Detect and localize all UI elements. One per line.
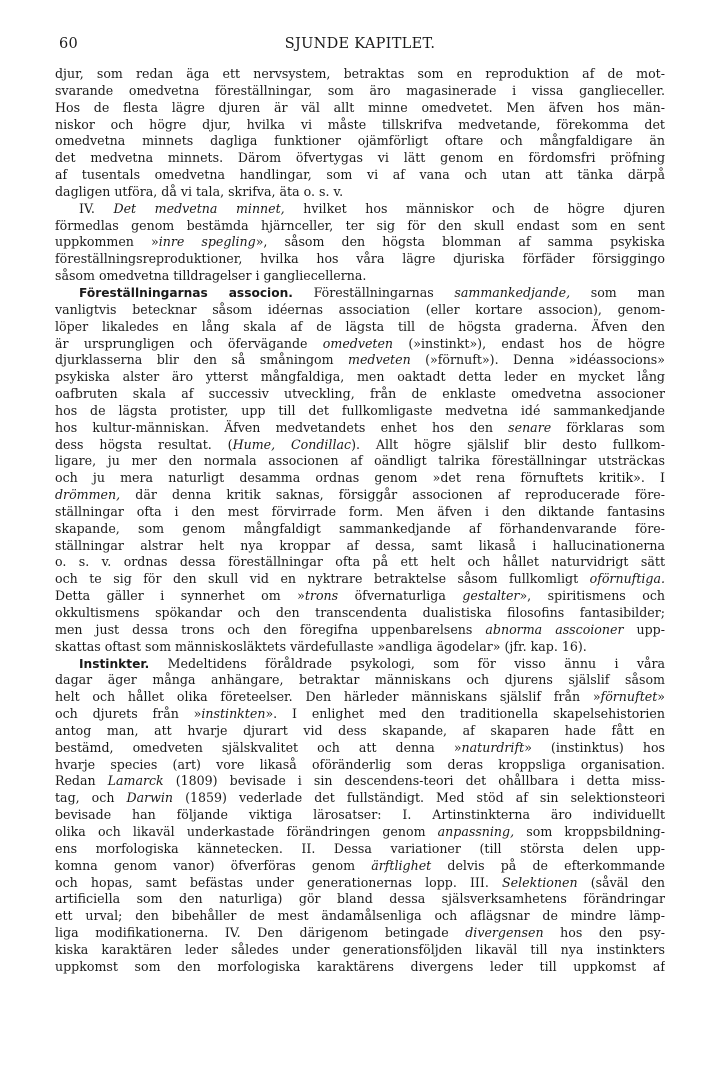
emphasis-text: instinkten — [201, 706, 266, 722]
text-segment: oafbruten skala af successiv utveckling, från de enklaste omedvetna associoner — [55, 386, 665, 402]
text-segment: hos den psy- — [543, 925, 665, 941]
emphasis-text: gestalter — [462, 588, 520, 604]
emphasis-text: anpassning, — [437, 823, 515, 839]
text-line — [55, 437, 665, 454]
text-segment: dagar äger många anhängare, betraktar människans och djurens själslif såsom — [55, 672, 665, 688]
text-line — [55, 605, 665, 622]
text-segment: och ju mera naturligt desamma ordnas genom »det rena förnuftets kritik». I — [55, 470, 665, 486]
text-segment: svarande omedvetna föreställningar, som äro magasinerade i vissa ganglieceller. — [55, 82, 665, 98]
text-segment: niskor och högre djur, hvilka vi måste tillskrifva medvetande, förekomma det — [55, 116, 665, 132]
text-segment: bestämd, omedveten själskvalitet och att denna » — [55, 739, 462, 755]
text-segment: ). Allt högre själslif blir desto fullkom- — [351, 436, 665, 452]
text-line — [55, 925, 665, 942]
text-segment: dess högsta resultat. ( — [55, 436, 233, 452]
text-segment: omedvetna minnets dagliga funktioner ojämförligt oftare och mångfaldigare än — [55, 133, 665, 149]
text-line — [55, 150, 665, 167]
text-segment: ställningar ofta i den mest förvirrade form. Men äfven i den diktande fantasins — [55, 503, 665, 519]
emphasis-text: sammankedjande, — [454, 284, 571, 300]
text-line — [55, 740, 665, 757]
text-segment: uppkomst som den morfologiska karaktärens divergens leder till uppkomst af — [55, 958, 665, 974]
text-line — [55, 858, 665, 875]
text-segment: såsom omedvetna tilldragelser i gangliecellerna. — [55, 268, 367, 284]
section-heading: Instinkter. — [79, 656, 150, 671]
text-line — [55, 807, 665, 824]
text-segment: uppkommen » — [55, 234, 159, 250]
text-line — [55, 420, 665, 437]
text-line — [55, 201, 665, 218]
text-line — [55, 100, 665, 117]
text-segment: och djurets från » — [55, 706, 202, 722]
text-segment: Föreställningarnas — [292, 284, 455, 300]
text-line — [55, 336, 665, 353]
emphasis-text: drömmen, — [55, 487, 121, 503]
text-segment: » (instinktus) hos — [524, 739, 665, 755]
text-line — [55, 891, 665, 908]
text-line — [55, 453, 665, 470]
text-line — [55, 959, 665, 976]
page-number: 60 — [59, 36, 79, 52]
text-segment: okkultismens spökandar och den transcendenta dualistiska filosofins fantasibilder; — [55, 605, 665, 620]
text-segment: helt och hållet olika företeelser. Den härleder människans själslif från » — [55, 689, 601, 705]
emphasis-text: oförnuftiga. — [589, 571, 665, 587]
emphasis-text: trons — [304, 588, 339, 604]
emphasis-text: abnorma asscoioner — [485, 621, 624, 637]
text-segment: löper likaledes en lång skala af de lägsta till de högsta graderna. Äfven den — [55, 318, 665, 334]
text-segment: och hopas, samt befästas under generationernas lopp. III. — [55, 874, 503, 890]
text-segment: djurklasserna blir den så småningom — [55, 352, 349, 368]
text-segment: IV. — [79, 200, 114, 216]
text-segment: hvarje species (art) vore likaså oföränderlig som deras kroppsliga organisation. — [55, 756, 665, 772]
emphasis-text: förnuftet — [600, 689, 658, 705]
text-segment: artificiella som den naturliga) gör bland dessa själsverksamhetens förändringar — [55, 891, 665, 907]
text-segment: ens morfologiska kännetecken. II. Dessa variationer (till största delen upp- — [55, 840, 665, 856]
text-segment: », spiritismens och — [519, 588, 665, 604]
text-segment: är ursprungligen och öfervägande — [55, 335, 323, 351]
text-segment: hvilket hos människor och de högre djuren — [284, 200, 665, 216]
text-line — [55, 672, 665, 689]
emphasis-text: medveten — [348, 352, 411, 368]
emphasis-text: Hume, Condillac — [232, 436, 352, 452]
text-line — [55, 403, 665, 420]
text-line — [55, 167, 665, 184]
text-segment: » — [657, 689, 665, 705]
text-line — [55, 184, 665, 201]
text-line — [55, 504, 665, 521]
text-segment: där denna kritik saknas, försiggår associonen af reproducerade före- — [120, 487, 665, 503]
text-segment: ett urval; den bibehåller de mest ändamålsenliga och aflägsnar de mindre lämp- — [55, 908, 665, 924]
emphasis-text: Lamarck — [107, 773, 164, 789]
text-segment: dagligen utföra, då vi tala, skrifva, äta o. s. v. — [55, 183, 344, 199]
text-segment: skapande, som genom mångfaldigt sammankedjande af förhandenvarande före- — [55, 520, 665, 536]
text-line — [55, 218, 665, 235]
text-segment: förklaras som — [551, 419, 665, 435]
text-segment: förmedlas genom bestämda hjärnceller, ter sig för den skull endast som en sent — [55, 217, 665, 233]
text-segment: men just dessa trons och den föregifna uppenbarelsens — [55, 621, 486, 637]
text-segment: liga modifikationerna. IV. Den därigenom betingade — [55, 925, 466, 941]
text-line — [55, 538, 665, 555]
text-line — [55, 723, 665, 740]
emphasis-text: inre spegling — [158, 234, 256, 250]
text-segment: och te sig för den skull vid en nyktrare betraktelse såsom fullkomligt — [55, 571, 590, 587]
text-line — [55, 790, 665, 807]
emphasis-text: Selektionen — [502, 874, 578, 890]
text-line — [55, 841, 665, 858]
text-segment: (1859) vederlade det fullständigt. Med stöd af sin selektionsteori — [173, 790, 665, 806]
text-line — [55, 470, 665, 487]
text-line — [55, 773, 665, 790]
text-segment: Detta gäller i synnerhet om » — [55, 588, 305, 604]
text-line — [55, 706, 665, 723]
text-segment: (»förnuft»). Denna »idéassocions» — [410, 352, 665, 368]
text-segment: (»instinkt»), endast hos de högre — [393, 335, 665, 351]
text-line — [55, 875, 665, 892]
text-line — [55, 234, 665, 251]
book-page — [55, 36, 665, 976]
emphasis-text: ärftlighet — [371, 857, 432, 873]
emphasis-text: Det medvetna minnet, — [113, 200, 285, 216]
text-line — [55, 83, 665, 100]
text-segment: hos de lägsta protister, upp till det fullkomligaste medvetna idé sammankedjande — [55, 402, 665, 418]
text-segment: vanligtvis betecknar såsom idéernas association (eller kortare associon), genom- — [55, 301, 665, 317]
text-line — [55, 824, 665, 841]
text-line — [55, 571, 665, 588]
text-segment: öfvernaturliga — [338, 588, 463, 604]
text-segment: som kroppsbildning- — [514, 823, 665, 839]
text-line — [55, 656, 665, 673]
text-line — [55, 689, 665, 706]
emphasis-text: senare — [508, 419, 552, 435]
text-line — [55, 588, 665, 605]
text-line — [55, 268, 665, 285]
text-line — [55, 285, 665, 302]
text-line — [55, 639, 665, 656]
text-line — [55, 117, 665, 134]
text-line — [55, 302, 665, 319]
text-line — [55, 554, 665, 571]
text-segment: (1809) bevisade i sin descendens-teori det ohållbara i detta miss- — [163, 773, 665, 789]
text-line — [55, 487, 665, 504]
page-header — [55, 36, 665, 58]
text-line — [55, 66, 665, 83]
text-segment: ». I enlighet med den traditionella skapelsehistorien — [265, 706, 665, 722]
text-segment: », såsom den högsta blomman af samma psykiska — [255, 234, 665, 250]
text-line — [55, 942, 665, 959]
text-line — [55, 133, 665, 150]
emphasis-text: naturdrift — [461, 739, 525, 755]
text-segment: ligare, ju mer den normala associonen af oändligt talrika föreställningar utsträckas — [55, 453, 665, 469]
text-segment: som man — [570, 284, 665, 300]
text-segment: det medvetna minnets. Därom öfvertygas vi lätt genom en fördomsfri pröfning — [55, 150, 665, 166]
text-segment: o. s. v. ordnas dessa föreställningar ofta på ett helt och hållet naturvidrigt sätt — [55, 554, 665, 570]
text-segment: kiska karaktären leder således under generationsföljden likaväl till nya instinkters — [55, 941, 665, 957]
text-line — [55, 352, 665, 369]
text-segment: delvis på de efterkommande — [431, 857, 665, 873]
text-segment: Medeltidens föråldrade psykologi, som för visso ännu i våra — [149, 655, 665, 671]
text-segment: (såväl den — [577, 874, 665, 890]
text-line — [55, 908, 665, 925]
text-segment: föreställningsreproduktioner, hvilka hos våra lägre djuriska förfäder försiggingo — [55, 251, 665, 267]
text-segment: Hos de flesta lägre djuren är väl allt minne omedvetet. Men äfven hos män- — [55, 99, 665, 115]
text-line — [55, 251, 665, 268]
text-segment: upp- — [623, 621, 665, 637]
text-segment: hos kultur-människan. Äfven medvetandets enhet hos den — [55, 419, 509, 435]
text-segment: tag, och — [55, 790, 127, 806]
emphasis-text: divergensen — [465, 925, 544, 941]
text-segment: komna genom vanor) öfverföras genom — [55, 857, 372, 873]
text-line — [55, 757, 665, 774]
emphasis-text: omedveten — [322, 335, 394, 351]
text-segment: olika och likaväl underkastade förändringen genom — [55, 823, 438, 839]
text-line — [55, 386, 665, 403]
section-heading: Föreställningarnas associon. — [79, 285, 293, 300]
text-segment: antog man, att hvarje djurart vid dess skapande, af skaparen hade fått en — [55, 722, 665, 738]
text-segment: skattas oftast som människosläktets värdefullaste »andliga ägodelar» (jfr. kap. 16). — [55, 638, 587, 654]
text-segment: djur, som redan äga ett nervsystem, betraktas som en reproduktion af de mot- — [55, 66, 665, 81]
text-segment: ställningar alstrar helt nya kroppar af dessa, samt likaså i hallucinationerna — [55, 537, 665, 553]
running-head: SJUNDE KAPITLET. — [284, 36, 436, 52]
text-segment: af tusentals omedvetna handlingar, som vi af vana och utan att tänka därpå — [55, 167, 665, 183]
body-text — [55, 66, 665, 976]
text-line — [55, 319, 665, 336]
text-line — [55, 369, 665, 386]
emphasis-text: Darwin — [126, 790, 174, 806]
text-line — [55, 622, 665, 639]
text-segment: bevisade han följande viktiga lärosatser: I. Artinstinkterna äro individuellt — [55, 807, 665, 823]
text-segment: psykiska alster äro ytterst mångfaldiga, men oaktadt detta leder en mycket lång — [55, 369, 665, 385]
text-segment: Redan — [55, 773, 108, 789]
text-line — [55, 521, 665, 538]
